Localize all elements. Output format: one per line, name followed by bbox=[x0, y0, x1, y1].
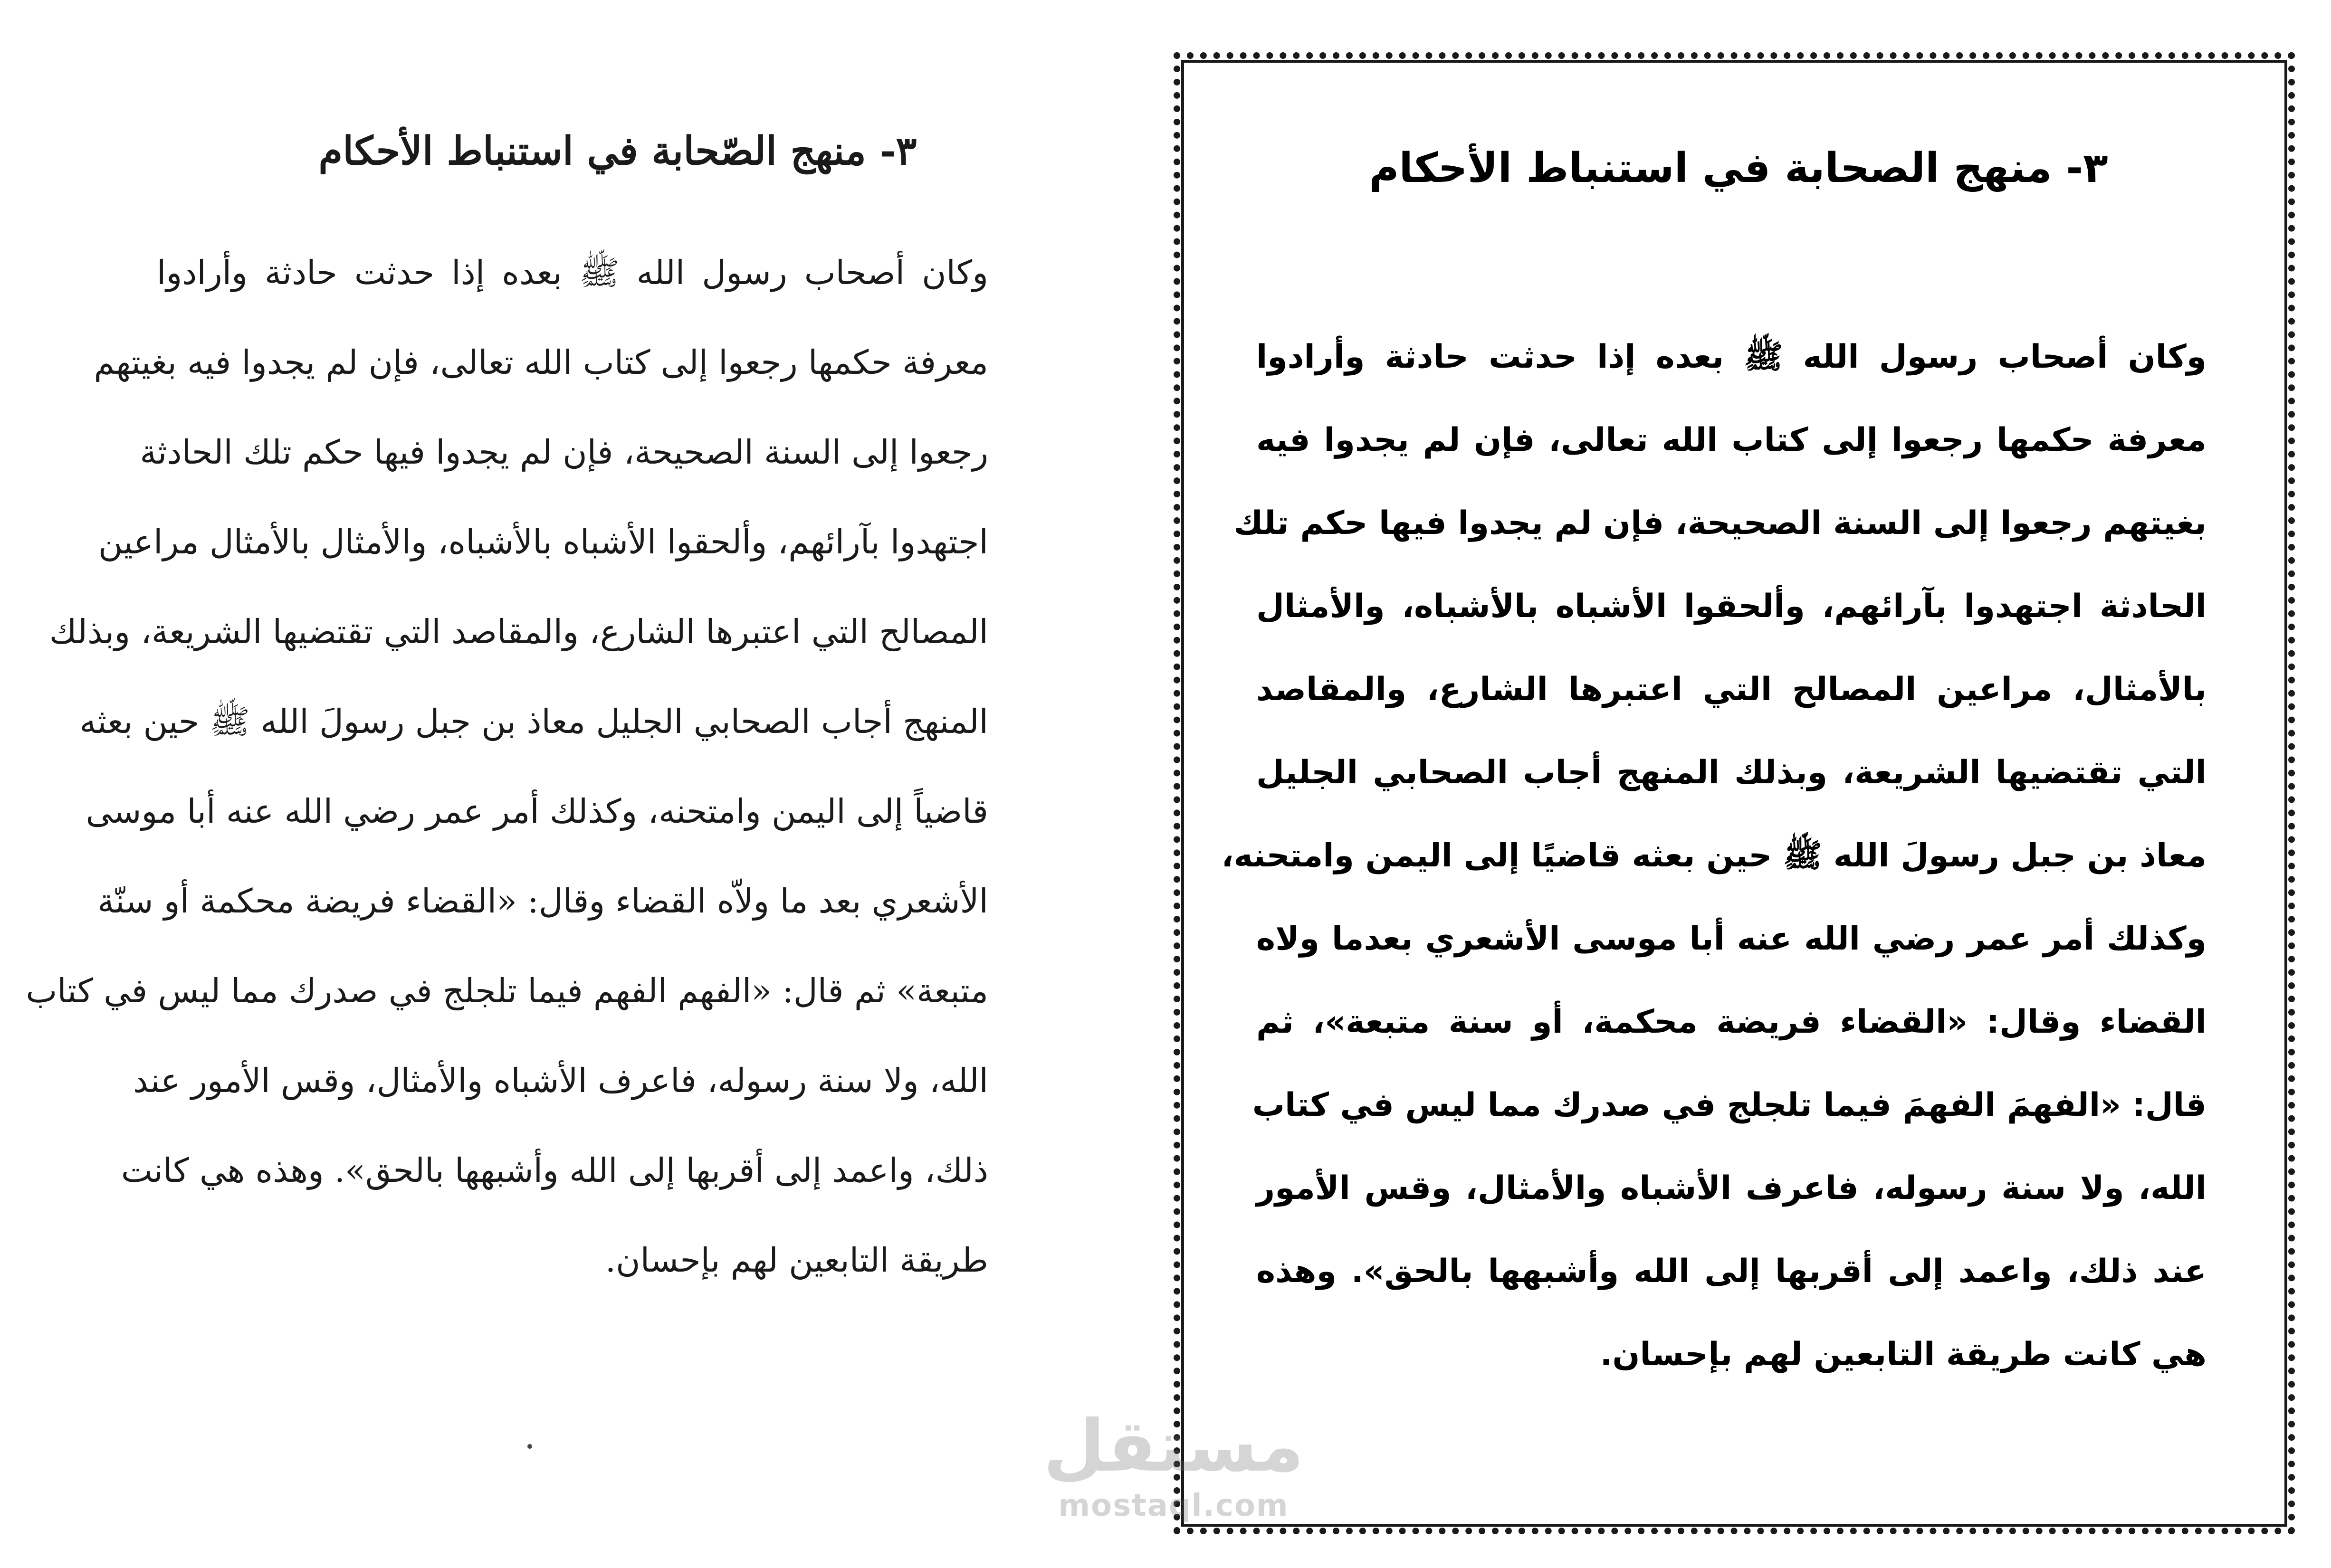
typed-line: بغيتهم رجعوا إلى السنة الصحيحة، فإن لم يجدوا فيها حكم تلك bbox=[1233, 504, 2207, 542]
scanned-line: طريقة التابعين لهم بإحسان. bbox=[605, 1241, 988, 1280]
scanned-line: قاضياً إلى اليمن وامتحنه، وكذلك أمر عمر رضي الله عنه أبا موسى bbox=[86, 792, 988, 831]
typed-line: بالأمثال، مراعين المصالح التي اعتبرها الشارع، والمقاصد bbox=[1256, 671, 2207, 708]
typed-page bbox=[1174, 52, 2295, 1534]
typed-heading: ٣- منهج الصحابة في استنباط الأحكام bbox=[1369, 144, 2108, 192]
typed-line: وكذلك أمر عمر رضي الله عنه أبا موسى الأشعري بعدما ولاه bbox=[1256, 920, 2207, 958]
scanned-heading: ٣- منهج الصّحابة في استنباط الأحكام bbox=[318, 128, 917, 174]
watermark-arabic: مستقل bbox=[1043, 1405, 1304, 1488]
scanned-page bbox=[0, 0, 1155, 1568]
scanned-line: متبعة» ثم قال: «الفهم الفهم فيما تلجلج في صدرك مما ليس في كتاب bbox=[26, 971, 988, 1010]
typed-line: عند ذلك، واعمد إلى أقربها إلى الله وأشبهها بالحق». وهذه bbox=[1256, 1253, 2207, 1290]
scanned-line: المصالح التي اعتبرها الشارع، والمقاصد التي تقتضيها الشريعة، وبذلك bbox=[49, 612, 988, 651]
scanned-line: رجعوا إلى السنة الصحيحة، فإن لم يجدوا فيها حكم تلك الحادثة bbox=[140, 433, 988, 472]
scanned-line: ذلك، واعمد إلى أقربها إلى الله وأشبهها بالحق». وهذه هي كانت bbox=[121, 1151, 988, 1190]
typed-line: الحادثة اجتهدوا بآرائهم، وألحقوا الأشباه بالأشباه، والأمثال bbox=[1256, 588, 2207, 625]
typed-line: معرفة حكمها رجعوا إلى كتاب الله تعالى، فإن لم يجدوا فيه bbox=[1256, 421, 2207, 459]
typed-line: القضاء وقال: «القضاء فريضة محكمة، أو سنة متبعة»، ثم bbox=[1256, 1003, 2207, 1041]
scan-speck bbox=[527, 1444, 532, 1449]
scanned-body bbox=[26, 228, 988, 1305]
typed-line: الله، ولا سنة رسوله، فاعرف الأشباه والأمثال، وقس الأمور bbox=[1256, 1169, 2207, 1207]
typed-line: معاذ بن جبل رسولَ الله ﷺ حين بعثه قاضيًا إلى اليمن وامتحنه، bbox=[1221, 837, 2207, 874]
typed-line: قال: «الفهمَ الفهمَ فيما تلجلج في صدرك مما ليس في كتاب bbox=[1252, 1086, 2207, 1124]
typed-body bbox=[1221, 315, 2207, 1396]
scanned-line: الله، ولا سنة رسوله، فاعرف الأشباه والأمثال، وقس الأمور عند bbox=[133, 1061, 988, 1100]
typed-line: وكان أصحاب رسول الله ﷺ بعده إذا حدثت حادثة وأرادوا bbox=[1256, 338, 2207, 376]
scanned-line: المنهج أجاب الصحابي الجليل معاذ بن جبل رسولَ الله ﷺ حين بعثه bbox=[79, 702, 988, 741]
typed-line: التي تقتضيها الشريعة، وبذلك المنهج أجاب الصحابي الجليل bbox=[1256, 754, 2207, 791]
scanned-line: وكان أصحاب رسول الله ﷺ بعده إذا حدثت حادثة وأرادوا bbox=[157, 253, 988, 292]
scanned-line: اجتهدوا بآرائهم، وألحقوا الأشباه بالأشباه، والأمثال بالأمثال مراعين bbox=[98, 523, 988, 561]
scanned-line: الأشعري بعد ما ولاّه القضاء وقال: «القضاء فريضة محكمة أو سنّة bbox=[97, 882, 988, 921]
scanned-line: معرفة حكمها رجعوا إلى كتاب الله تعالى، فإن لم يجدوا فيه بغيتهم bbox=[94, 343, 988, 382]
watermark-latin: mostaql.com bbox=[1058, 1488, 1289, 1523]
typed-line: هي كانت طريقة التابعين لهم بإحسان. bbox=[1600, 1336, 2207, 1373]
